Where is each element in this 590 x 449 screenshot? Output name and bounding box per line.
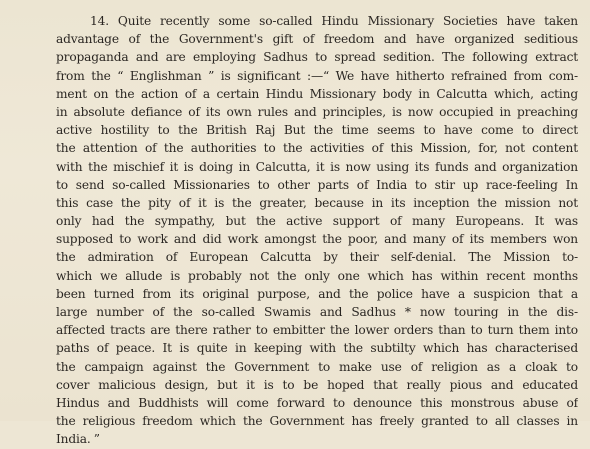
text-line: Hindus and Buddhists will come forward to denounce this monstrous abuse of <box>56 395 578 410</box>
text-line: which we allude is probably not the only one which has within recent months <box>56 268 578 283</box>
text-line: paths of peace. It is quite in keeping with the subtilty which has characterised <box>56 341 578 356</box>
text-line: 14. Quite recently some so-called Hindu Missionary Societies have taken <box>90 14 578 28</box>
text-line: the campaign against the Government to make use of religion as a cloak to <box>56 359 578 374</box>
text-line: to send so-called Missionaries to other parts of India to stir up race-feeling In <box>56 177 578 192</box>
text-line: this case the pity of it is the greater, because in its inception the mission not <box>56 195 578 210</box>
text-line: ment on the action of a certain Hindu Missionary body in Calcutta which, acting <box>56 86 578 101</box>
text-line: with the mischief it is doing in Calcutta, it is now using its funds and organization <box>56 159 578 174</box>
text-line: affected tracts are there rather to embitter the lower orders than to turn them into <box>56 323 578 338</box>
text-line: active hostility to the British Raj But the time seems to have come to direct <box>56 123 578 138</box>
paragraph-14 <box>56 12 578 449</box>
text-line: supposed to work and did work amongst the poor, and many of its members won <box>56 232 578 247</box>
text-line: the attention of the authorities to the activities of this Mission, for, not content <box>56 141 578 156</box>
text-line: advantage of the Government's gift of freedom and have organized seditious <box>56 32 578 47</box>
text-line: propaganda and are employing Sadhus to spread sedition. The following extract <box>56 50 578 65</box>
text-line: only had the sympathy, but the active support of many Europeans. It was <box>56 214 578 229</box>
text-line: India. ” <box>56 432 100 447</box>
text-line: large number of the so-called Swamis and Sadhus * now touring in the dis- <box>56 305 578 319</box>
text-line: the admiration of European Calcutta by their self-denial. The Mission to- <box>56 250 578 265</box>
text-line: cover malicious design, but it is to be hoped that really pious and educated <box>56 377 578 392</box>
text-line: the religious freedom which the Government has freely granted to all classes in <box>56 414 578 429</box>
text-line: been turned from its original purpose, and the police have a suspicion that a <box>56 286 578 301</box>
text-line: in absolute defiance of its own rules and principles, is now occupied in preaching <box>56 104 578 119</box>
text-line: from the “ Englishman ” is significant :—“ We have hitherto refrained from com- <box>56 68 578 83</box>
